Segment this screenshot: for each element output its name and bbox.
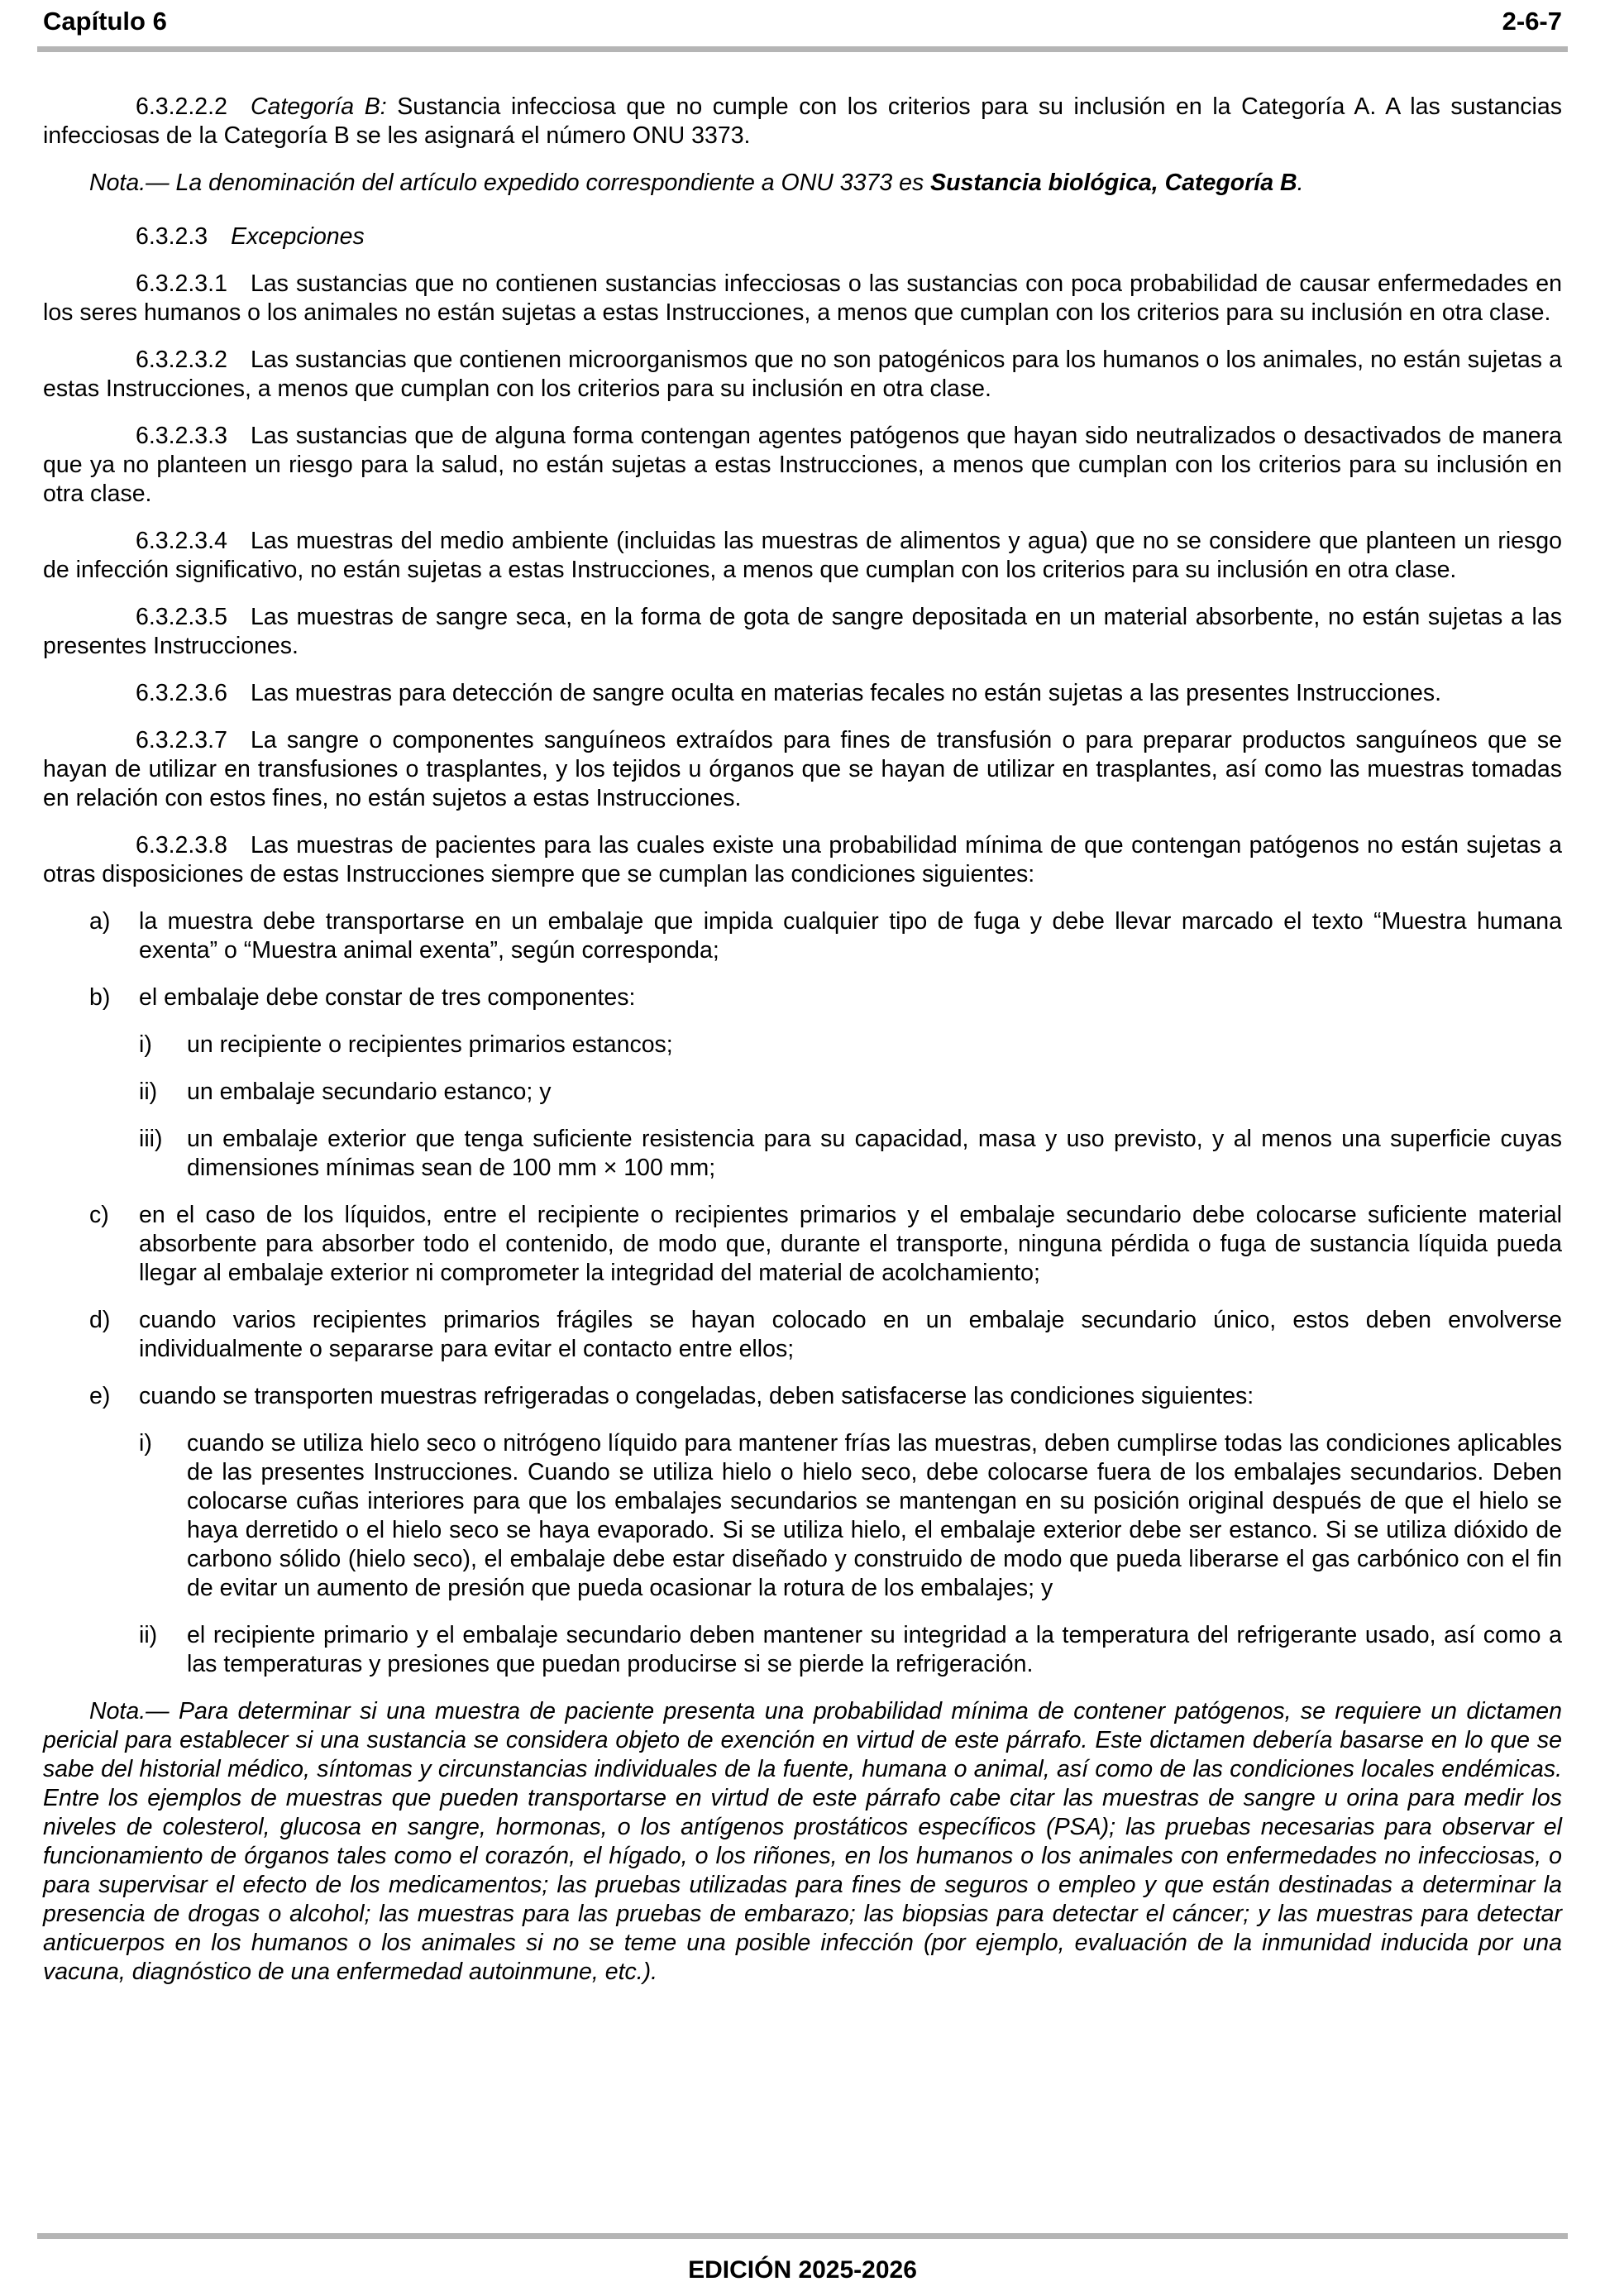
list-item-b	[43, 983, 1562, 1012]
paragraph-6-3-2-3-4	[43, 527, 1562, 585]
list-text: un embalaje secundario estanco; y	[187, 1079, 552, 1105]
list-text: en el caso de los líquidos, entre el recipiente o recipientes primarios y el embalaje secundario debe colocarse suficiente material absorbente para absorber todo el contenido, de modo que, durante el transporte, ninguna pérdida o fuga de sustancia líquida pueda llegar al embalaje exterior ni comprometer la integridad del material de acolchamiento;	[139, 1202, 1562, 1286]
list-item-d	[43, 1306, 1562, 1364]
section-title: Excepciones	[231, 223, 365, 250]
list-label: e)	[89, 1383, 111, 1409]
paragraph-number: 6.3.2.3.7	[136, 727, 227, 753]
section-number: 6.3.2.3	[136, 223, 208, 250]
note-patient-samples: Nota.— Para determinar si una muestra de paciente presenta una probabilidad mínima de contener patógenos, se requiere un dictamen pericial para establecer si una sustancia se considera objeto de exención en virtud de este párrafo. Este dictamen debería basarse en lo que se sabe del historial médico, síntomas y circunstancias individuales de la fuente, humana o animal, así como de las condiciones locales endémicas. Entre los ejemplos de muestras que pueden transportarse en virtud de este párrafo cabe citar las muestras de sangre u orina para medir los niveles de colesterol, glucosa en sangre, hormonas, o los antígenos prostáticos específicos (PSA); las pruebas necesarias para observar el funcionamiento de órganos tales como el corazón, el hígado, o los riñones, en los humanos o los animales con enfermedades no infecciosas, o para supervisar el efecto de los medicamentos; las pruebas utilizadas para fines de seguros o empleo y que están destinadas a determinar la presencia de drogas o alcohol; las muestras para las pruebas de embarazo; las biopsias para detectar el cáncer; y las muestras para detectar anticuerpos en los humanos o los animales si no se teme una posible infección (por ejemplo, evaluación de la inmunidad inducida por una vacuna, diagnóstico de una enfermedad autoinmune, etc.).	[43, 1698, 1562, 1985]
list-label: i)	[139, 1430, 152, 1457]
paragraph-6-3-2-3-8	[43, 831, 1562, 889]
list-label: ii)	[139, 1622, 158, 1648]
list-text: el recipiente primario y el embalaje secundario deben mantener su integridad a la temperatura del refrigerante usado, así como a las temperaturas y presiones que puedan producirse si se pierde la refrigeración.	[187, 1622, 1562, 1677]
note-lead: Nota.— La denominación del artículo expedido correspondiente a ONU 3373 es	[89, 170, 931, 196]
list-text: un recipiente o recipientes primarios estancos;	[187, 1031, 673, 1058]
paragraph-number: 6.3.2.3.5	[136, 604, 227, 630]
paragraph-6-3-2-3-5	[43, 603, 1562, 661]
sublist-item-b-ii	[43, 1078, 1562, 1107]
list-text: la muestra debe transportarse en un embalaje que impida cualquier tipo de fuga y debe llevar marcado el texto “Muestra humana exenta” o “Muestra animal exenta”, según corresponda;	[139, 908, 1562, 964]
paragraph-text: Las sustancias que contienen microorganismos que no son patogénicos para los humanos o los animales, no están sujetas a estas Instrucciones, a menos que cumplan con los criterios para su inclusión en otra clase.	[43, 347, 1562, 402]
page-header	[43, 7, 1562, 40]
list-item-e	[43, 1382, 1562, 1411]
list-label: ii)	[139, 1079, 158, 1105]
paragraph-text: Las muestras de pacientes para las cuales existe una probabilidad mínima de que contengan patógenos no están sujetas a otras disposiciones de estas Instrucciones siempre que se cumplan las condiciones siguientes:	[43, 832, 1562, 887]
list-label: c)	[89, 1202, 109, 1228]
list-text: un embalaje exterior que tenga suficiente resistencia para su capacidad, masa y uso previsto, y al menos una superficie cuyas dimensiones mínimas sean de 100 mm × 100 mm;	[187, 1126, 1562, 1181]
paragraph-6-3-2-2-2	[43, 93, 1562, 151]
paragraph-number: 6.3.2.3.6	[136, 680, 227, 706]
list-label: b)	[89, 984, 111, 1011]
note-un3373	[43, 169, 1562, 198]
paragraph-text: La sangre o componentes sanguíneos extraídos para fines de transfusión o para preparar productos sanguíneos que se hayan de utilizar en transfusiones o trasplantes, y los tejidos u órganos que se hayan de utilizar en trasplantes, así como las muestras tomadas en relación con estos fines, no están sujetos a estas Instrucciones.	[43, 727, 1562, 811]
paragraph-6-3-2-3-3	[43, 422, 1562, 509]
paragraph-title: Categoría B:	[250, 93, 387, 120]
list-text: cuando se utiliza hielo seco o nitrógeno líquido para mantener frías las muestras, deben cumplirse todas las condiciones aplicables de las presentes Instrucciones. Cuando se utiliza hielo o hielo seco, debe colocarse fuera de los embalajes secundarios. Deben colocarse cuñas interiores para que los embalajes secundarios se mantengan en su posición original después de que el hielo se haya derretido o el hielo seco se haya evaporado. Si se utiliza hielo, el embalaje exterior debe ser estanco. Si se utiliza dióxido de carbono sólido (hielo seco), el embalaje debe estar diseñado y construido de modo que pueda liberarse el gas carbónico con el fin de evitar un aumento de presión que pueda ocasionar la rotura de los embalajes; y	[187, 1430, 1562, 1601]
list-text: el embalaje debe constar de tres componentes:	[139, 984, 636, 1011]
paragraph-number: 6.3.2.3.3	[136, 423, 227, 449]
document-body	[43, 93, 1562, 2005]
list-item-a	[43, 907, 1562, 965]
sublist-item-e-ii	[43, 1621, 1562, 1679]
list-label: iii)	[139, 1126, 163, 1152]
paragraph-text: Las sustancias que no contienen sustancias infecciosas o las sustancias con poca probabilidad de causar enfermedades en los seres humanos o los animales no están sujetas a estas Instrucciones, a menos que cumplan con los criterios para su inclusión en otra clase.	[43, 270, 1562, 326]
paragraph-number: 6.3.2.2.2	[136, 93, 227, 120]
list-label: d)	[89, 1307, 111, 1333]
page-number: 2-6-7	[1502, 7, 1562, 36]
sublist-item-b-i	[43, 1031, 1562, 1060]
paragraph-6-3-2-3-2	[43, 346, 1562, 404]
footer-rule	[37, 2233, 1568, 2239]
paragraph-6-3-2-3-6	[43, 679, 1562, 708]
header-rule	[37, 46, 1568, 52]
paragraph-text: Sustancia infecciosa que no cumple con los criterios para su inclusión en la Categoría A. A las sustancias infecciosas de la Categoría B se les asignará el número ONU 3373.	[43, 93, 1562, 149]
note-bold-term: Sustancia biológica, Categoría B	[930, 170, 1297, 196]
list-item-c	[43, 1201, 1562, 1288]
list-text: cuando se transporten muestras refrigeradas o congeladas, deben satisfacerse las condiciones siguientes:	[139, 1383, 1254, 1409]
paragraph-text: Las sustancias que de alguna forma contengan agentes patógenos que hayan sido neutralizados o desactivados de manera que ya no planteen un riesgo para la salud, no están sujetas a estas Instrucciones, a menos que cumplan con los criterios para su inclusión en otra clase.	[43, 423, 1562, 507]
sublist-item-b-iii	[43, 1125, 1562, 1183]
sublist-item-e-i	[43, 1429, 1562, 1603]
list-label: a)	[89, 908, 111, 935]
list-text: cuando varios recipientes primarios frágiles se hayan colocado en un embalaje secundario único, estos deben envolverse individualmente o separarse para evitar el contacto entre ellos;	[139, 1307, 1562, 1362]
paragraph-6-3-2-3-1	[43, 270, 1562, 328]
edition-footer: EDICIÓN 2025-2026	[688, 2256, 917, 2284]
paragraph-text: Las muestras del medio ambiente (incluidas las muestras de alimentos y agua) que no se considere que planteen un riesgo de infección significativo, no están sujetas a estas Instrucciones, a menos que cumplan con los criterios para su inclusión en otra clase.	[43, 528, 1562, 583]
note-tail: .	[1297, 170, 1304, 196]
paragraph-text: Las muestras de sangre seca, en la forma de gota de sangre depositada en un material absorbente, no están sujetas a las presentes Instrucciones.	[43, 604, 1562, 659]
paragraph-6-3-2-3-7	[43, 726, 1562, 813]
paragraph-number: 6.3.2.3.4	[136, 528, 227, 554]
list-label: i)	[139, 1031, 152, 1058]
chapter-title: Capítulo 6	[43, 7, 167, 36]
paragraph-number: 6.3.2.3.2	[136, 347, 227, 373]
paragraph-text: Las muestras para detección de sangre oculta en materias fecales no están sujetas a las presentes Instrucciones.	[250, 680, 1441, 706]
paragraph-number: 6.3.2.3.8	[136, 832, 227, 859]
section-heading-excepciones	[43, 222, 1562, 251]
paragraph-number: 6.3.2.3.1	[136, 270, 227, 297]
